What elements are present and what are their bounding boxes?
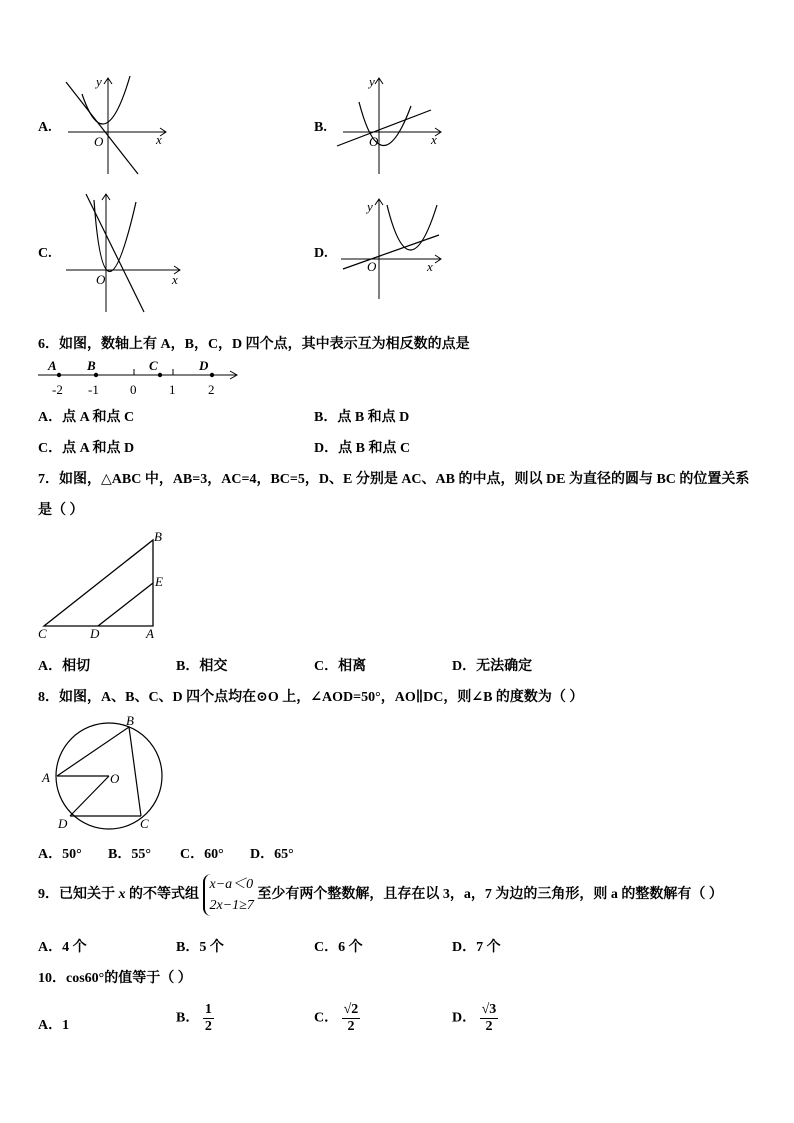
q6-stem: 6．如图，数轴上有 A，B，C，D 四个点，其中表示互为相反数的点是	[38, 337, 470, 352]
x-label: x	[156, 132, 162, 147]
graph-b	[335, 72, 445, 177]
label-d: D	[90, 626, 100, 641]
point-c	[158, 373, 162, 377]
q7-option-c: C．相离	[314, 659, 367, 674]
svg-text:O: O	[96, 272, 106, 287]
point-b	[94, 373, 98, 377]
label-d: D	[58, 816, 68, 831]
point-d	[210, 373, 214, 377]
fraction: $\frac{√3}{2}$	[481, 1002, 497, 1034]
svg-text:x: x	[172, 272, 178, 287]
line	[337, 110, 431, 146]
q9-stem	[38, 874, 723, 916]
q10-option-d: D． $\frac{√3}{2}$	[452, 1002, 497, 1034]
q9-option-d: D．7 个	[452, 940, 501, 955]
q6-option-b: B．点 B 和点 D	[314, 410, 410, 425]
parabola	[94, 200, 136, 272]
q9-prefix: 9．已知关于	[38, 887, 115, 903]
q9-variable: x	[118, 887, 126, 903]
label-b: B	[87, 358, 96, 373]
graph-d	[335, 195, 445, 303]
label-c: C	[149, 358, 158, 373]
origin-label: O	[94, 134, 104, 149]
parabola	[387, 205, 437, 250]
inequality-2: 2x−1≥7	[209, 898, 254, 913]
q6-number-line	[36, 355, 246, 399]
chord-ab	[57, 727, 129, 776]
segment-de	[98, 583, 153, 626]
label-a: A	[146, 626, 154, 641]
graph-a	[60, 72, 170, 177]
graph-c	[60, 192, 185, 317]
q9-option-a: A．4 个	[38, 940, 87, 955]
q9-mid: 的不等式组	[129, 887, 199, 903]
option-label-d: D.	[314, 246, 328, 261]
option-label-c: C.	[38, 246, 52, 261]
svg-text:x: x	[427, 259, 433, 274]
svg-text:O: O	[367, 259, 377, 274]
fraction: $\frac{1}{2}$	[204, 1002, 212, 1034]
tick-2: 2	[208, 382, 215, 397]
tick-neg2: -2	[52, 382, 63, 397]
label-b: B	[126, 713, 134, 728]
parabola	[359, 102, 411, 146]
chord-bc	[129, 727, 141, 816]
q8-option-b: B．55°	[108, 847, 151, 862]
q7-stem-line1: 7．如图，△ABC 中，AB=3，AC=4，BC=5，D、E 分别是 AC、AB 的中点，则以 DE 为直径的圆与 BC 的位置关系	[38, 472, 750, 487]
svg-text:O: O	[369, 134, 379, 149]
svg-text:y: y	[367, 199, 373, 214]
tick-0: 0	[130, 382, 137, 397]
option-label-a: A.	[38, 120, 52, 135]
q7-stem-line2: 是（ ）	[38, 503, 84, 518]
q8-stem: 8．如图，A、B、C、D 四个点均在⊙O 上，∠AOD=50°，AO∥DC，则∠B 的度数为（ ）	[38, 690, 584, 705]
q6-option-c: C．点 A 和点 D	[38, 441, 135, 456]
q9-inequality-system	[203, 874, 254, 916]
label-e: E	[155, 574, 163, 589]
label-d: D	[199, 358, 209, 373]
label-c: C	[38, 626, 47, 641]
q10-option-a: A．1	[38, 1018, 70, 1033]
q10-option-c: C． $\frac{√2}{2}$	[314, 1002, 359, 1034]
point-a	[57, 373, 61, 377]
q6-option-d: D．点 B 和点 C	[314, 441, 411, 456]
parabola	[82, 76, 130, 124]
tick-neg1: -1	[88, 382, 99, 397]
label-a: A	[42, 770, 50, 785]
label-a: A	[48, 358, 57, 373]
q9-suffix: 至少有两个整数解，且存在以 3，a，7 为边的三角形，则 a 的整数解有（ ）	[257, 887, 723, 903]
y-label: y	[96, 74, 102, 89]
radius-od	[70, 776, 109, 816]
fraction: $\frac{√2}{2}$	[343, 1002, 359, 1034]
q8-option-d: D．65°	[250, 847, 294, 862]
q9-option-c: C．6 个	[314, 940, 363, 955]
svg-text:x: x	[431, 132, 437, 147]
label-b: B	[154, 529, 162, 544]
q7-option-b: B．相交	[176, 659, 228, 674]
option-label-b: B.	[314, 120, 327, 135]
q7-option-d: D．无法确定	[452, 659, 533, 674]
q9-option-b: B．5 个	[176, 940, 224, 955]
q8-option-c: C．60°	[180, 847, 224, 862]
q6-option-a: A．点 A 和点 C	[38, 410, 135, 425]
q10-option-b: B． $\frac{1}{2}$	[176, 1002, 212, 1034]
label-c: C	[140, 816, 149, 831]
line	[86, 194, 144, 312]
q8-circle-figure	[36, 710, 166, 832]
q7-option-a: A．相切	[38, 659, 91, 674]
q8-option-a: A．50°	[38, 847, 82, 862]
label-o: O	[110, 771, 120, 786]
q10-stem: 10．cos60°的值等于（ ）	[38, 971, 192, 986]
tick-1: 1	[169, 382, 176, 397]
inequality-1: x−a＜0	[209, 877, 254, 892]
line	[66, 82, 138, 174]
q7-triangle-figure	[36, 528, 168, 643]
triangle-abc	[44, 540, 153, 626]
line	[343, 235, 439, 269]
svg-text:y: y	[369, 74, 375, 89]
